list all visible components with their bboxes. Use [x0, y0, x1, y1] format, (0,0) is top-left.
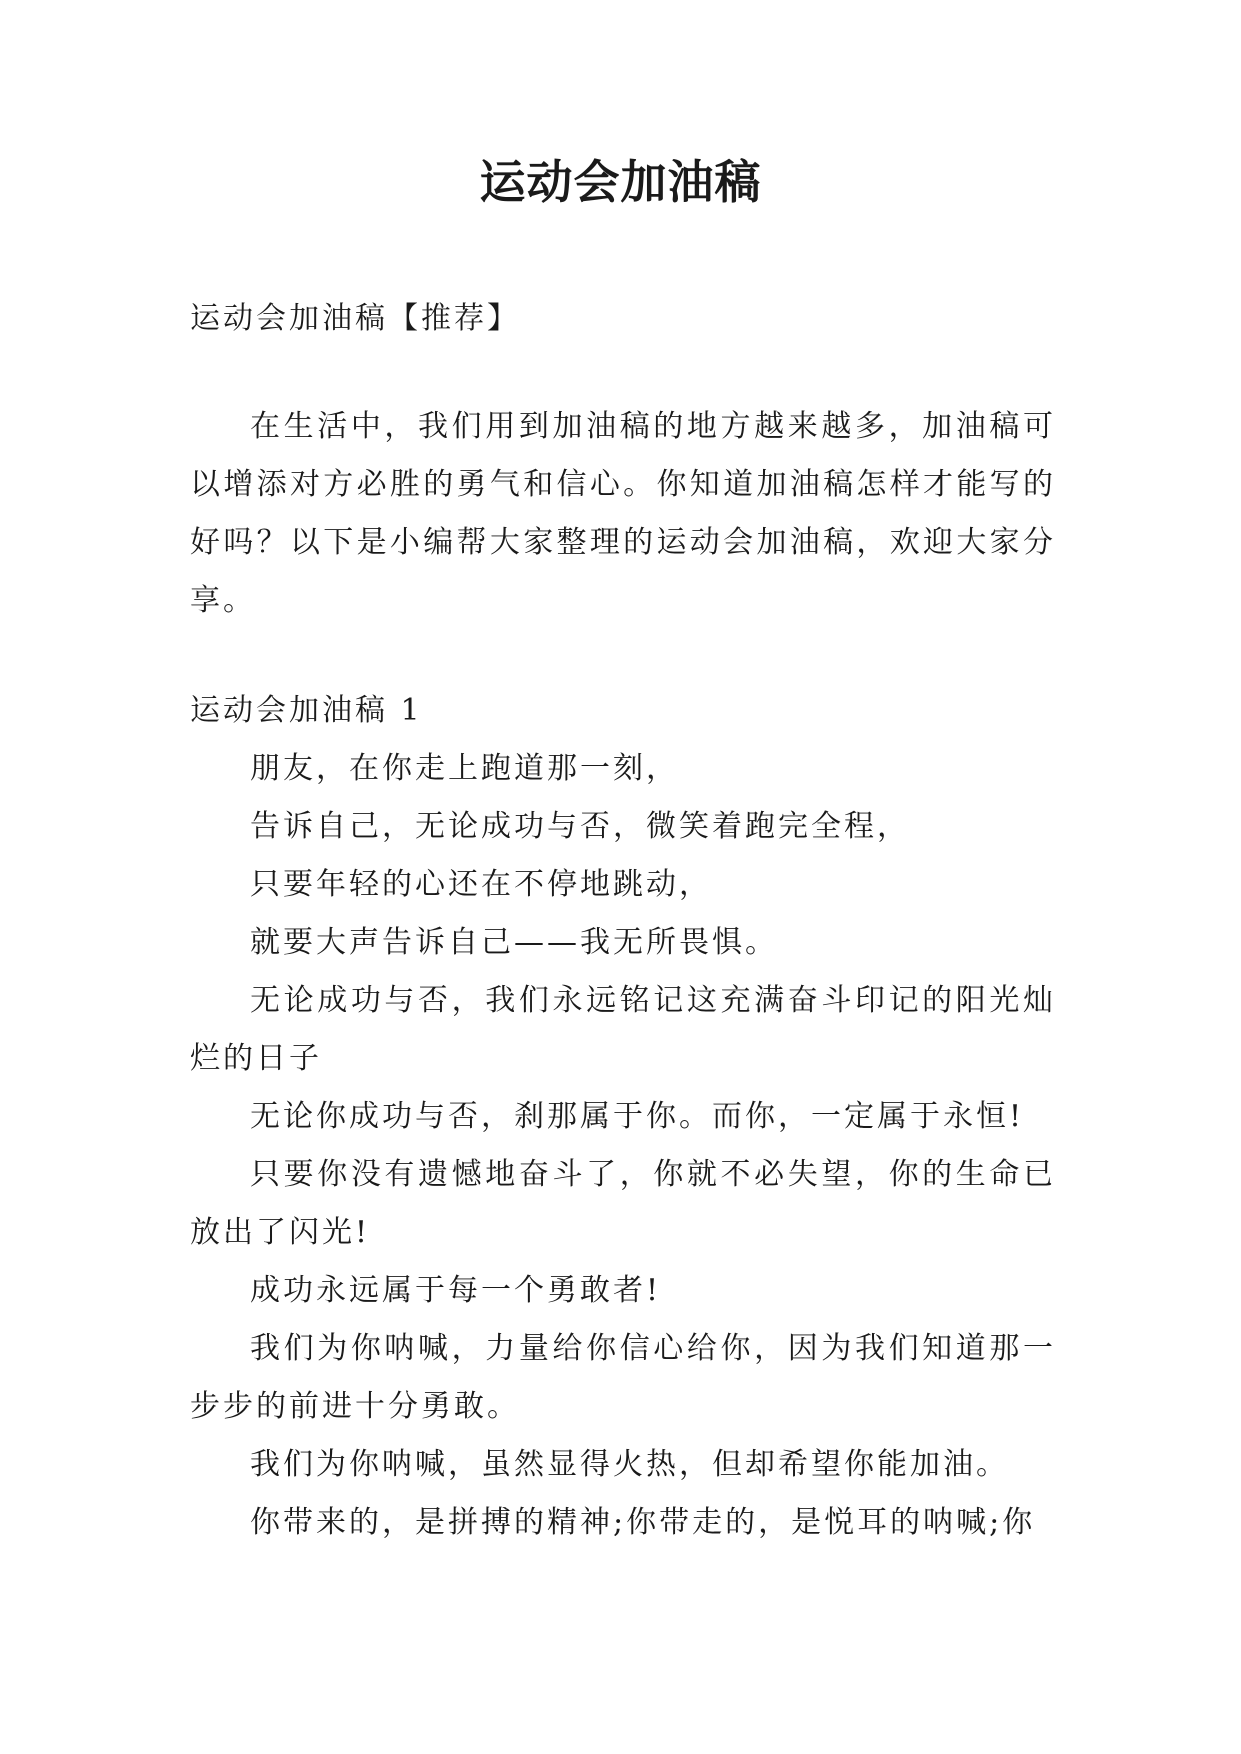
body-paragraph: 我们为你呐喊，力量给你信心给你，因为我们知道那一步步的前进十分勇敢。 [190, 1331, 1056, 1424]
body-paragraph: 你带来的，是拼搏的精神;你带走的，是悦耳的呐喊;你 [250, 1505, 1036, 1540]
body-paragraph: 朋友，在你走上跑道那一刻， [250, 751, 679, 786]
document-subtitle: 运动会加油稿【推荐】 [190, 301, 520, 336]
body-paragraph: 只要年轻的心还在不停地跳动， [250, 867, 712, 902]
body-paragraph: 成功永远属于每一个勇敢者! [250, 1273, 662, 1308]
intro-paragraph: 在生活中，我们用到加油稿的地方越来越多，加油稿可以增添对方必胜的勇气和信心。你知道加油稿怎样才能写的好吗？以下是小编帮大家整理的运动会加油稿，欢迎大家分享。 [190, 409, 1056, 618]
section-heading: 运动会加油稿 1 [190, 693, 423, 728]
document-body [190, 290, 1056, 1552]
body-paragraph: 只要你没有遗憾地奋斗了，你就不必失望，你的生命已放出了闪光! [190, 1157, 1056, 1250]
body-paragraph: 告诉自己，无论成功与否，微笑着跑完全程， [250, 809, 910, 844]
body-paragraph: 无论你成功与否，刹那属于你。而你，一定属于永恒! [250, 1099, 1025, 1134]
body-paragraph: 无论成功与否，我们永远铭记这充满奋斗印记的阳光灿烂的日子 [190, 983, 1056, 1076]
body-paragraph: 我们为你呐喊，虽然显得火热，但却希望你能加油。 [250, 1447, 1009, 1482]
body-paragraph: 就要大声告诉自己——我无所畏惧。 [250, 925, 778, 960]
document-title: 运动会加油稿 [479, 155, 762, 209]
